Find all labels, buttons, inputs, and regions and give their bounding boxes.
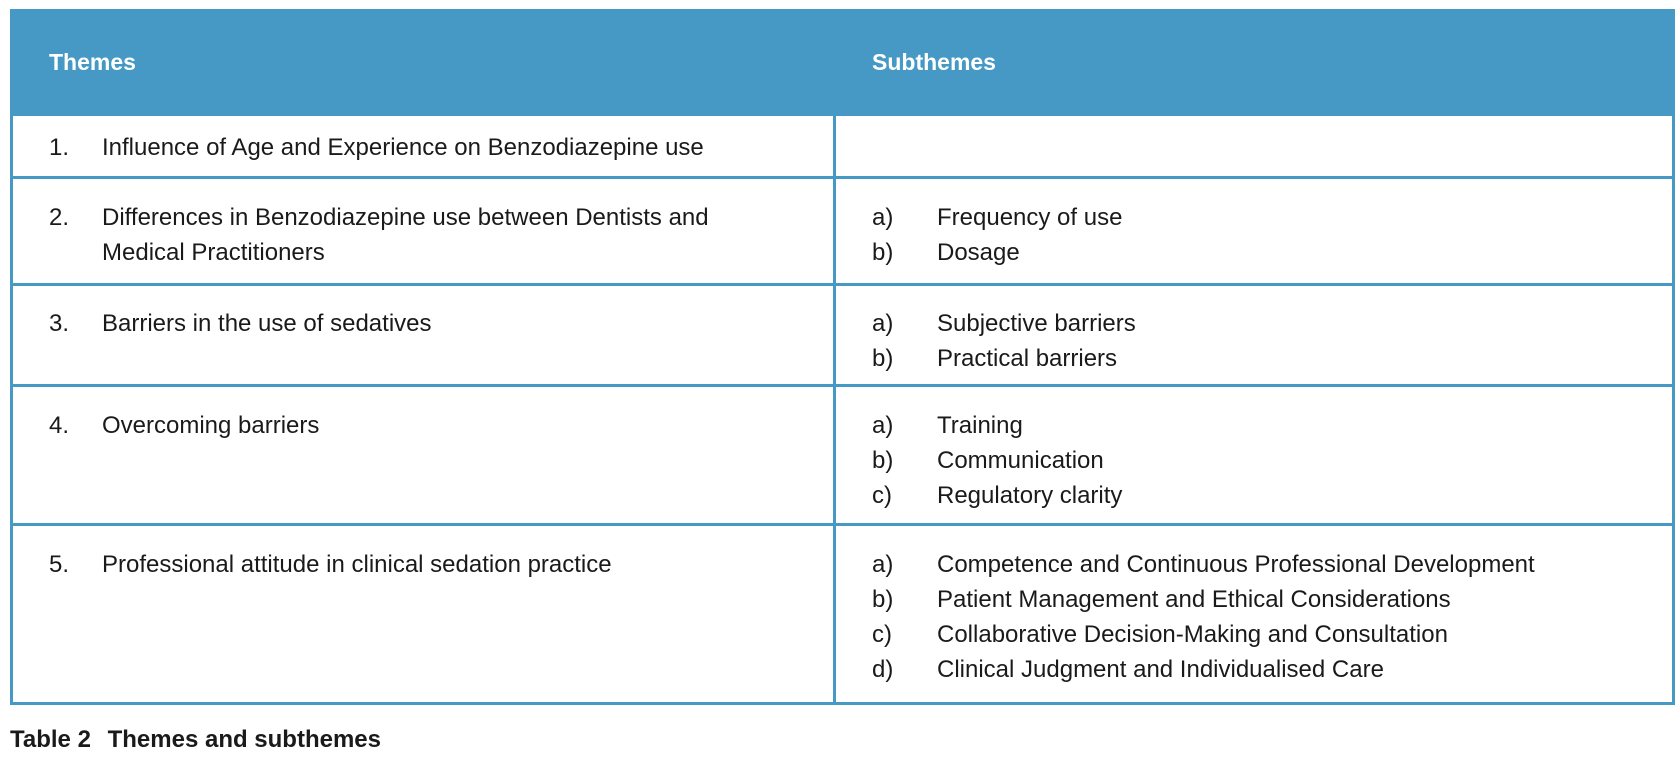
- table-caption: [10, 726, 381, 754]
- table-row: [12, 285, 1674, 386]
- themes-table-container: [10, 9, 1672, 705]
- subtheme-text: Frequency of use: [937, 204, 1123, 231]
- subtheme-item: [872, 652, 1672, 687]
- theme-text: Influence of Age and Experience on Benzodiazepine use: [102, 134, 704, 161]
- subtheme-cell: [835, 115, 1674, 178]
- subtheme-letter: a): [872, 551, 894, 578]
- subtheme-text: Collaborative Decision-Making and Consultation: [937, 621, 1448, 648]
- theme-cell: [12, 115, 835, 178]
- subtheme-text: Practical barriers: [937, 345, 1118, 372]
- subtheme-cell: [835, 285, 1674, 386]
- caption-label: Table 2: [10, 726, 91, 753]
- subtheme-item: [872, 582, 1672, 617]
- subtheme-cell: [835, 525, 1674, 704]
- subtheme-text: Competence and Continuous Professional Development: [937, 551, 1535, 578]
- subtheme-item: [872, 617, 1672, 652]
- theme-number: 5.: [49, 551, 70, 578]
- subtheme-letter: b): [872, 239, 894, 266]
- theme-cell: [12, 525, 835, 704]
- subtheme-text: Dosage: [937, 239, 1020, 266]
- subtheme-letter: c): [872, 482, 892, 509]
- theme-number: 2.: [49, 204, 70, 231]
- subtheme-text: Subjective barriers: [937, 310, 1136, 337]
- table-row: [12, 525, 1674, 704]
- subtheme-item: [872, 408, 1672, 443]
- subtheme-cell: [835, 178, 1674, 285]
- subtheme-letter: b): [872, 345, 894, 372]
- subtheme-letter: d): [872, 656, 894, 683]
- table-row: [12, 178, 1674, 285]
- subtheme-text: Clinical Judgment and Individualised Care: [937, 656, 1384, 683]
- subtheme-text: Communication: [937, 447, 1104, 474]
- theme-text: Differences in Benzodiazepine use between Dentists and Medical Practitioners: [102, 204, 709, 266]
- subtheme-item: [872, 200, 1672, 235]
- subtheme-letter: c): [872, 621, 892, 648]
- theme-cell: [12, 178, 835, 285]
- subtheme-item: [872, 478, 1672, 513]
- subtheme-item: [872, 235, 1672, 270]
- theme-text: Overcoming barriers: [102, 412, 320, 439]
- theme-number: 1.: [49, 134, 70, 161]
- table-row: [12, 386, 1674, 525]
- subtheme-letter: a): [872, 412, 894, 439]
- subtheme-item: [872, 443, 1672, 478]
- subtheme-letter: a): [872, 310, 894, 337]
- subtheme-letter: b): [872, 447, 894, 474]
- themes-table: [10, 9, 1675, 705]
- theme-number: 4.: [49, 412, 70, 439]
- subtheme-text: Patient Management and Ethical Considerations: [937, 586, 1451, 613]
- subtheme-text: Regulatory clarity: [937, 482, 1123, 509]
- theme-number: 3.: [49, 310, 70, 337]
- header-subthemes: Subthemes: [835, 11, 1674, 115]
- theme-cell: [12, 386, 835, 525]
- subtheme-text: Training: [937, 412, 1023, 439]
- subtheme-letter: b): [872, 586, 894, 613]
- subtheme-item: [872, 341, 1672, 376]
- header-themes: Themes: [12, 11, 835, 115]
- theme-cell: [12, 285, 835, 386]
- table-header-row: [12, 11, 1674, 115]
- subtheme-item: [872, 547, 1672, 582]
- theme-text: Barriers in the use of sedatives: [102, 310, 432, 337]
- table-row: [12, 115, 1674, 178]
- subtheme-cell: [835, 386, 1674, 525]
- subtheme-item: [872, 306, 1672, 341]
- caption-title: Themes and subthemes: [107, 726, 382, 753]
- theme-text: Professional attitude in clinical sedation practice: [102, 551, 612, 578]
- subtheme-letter: a): [872, 204, 894, 231]
